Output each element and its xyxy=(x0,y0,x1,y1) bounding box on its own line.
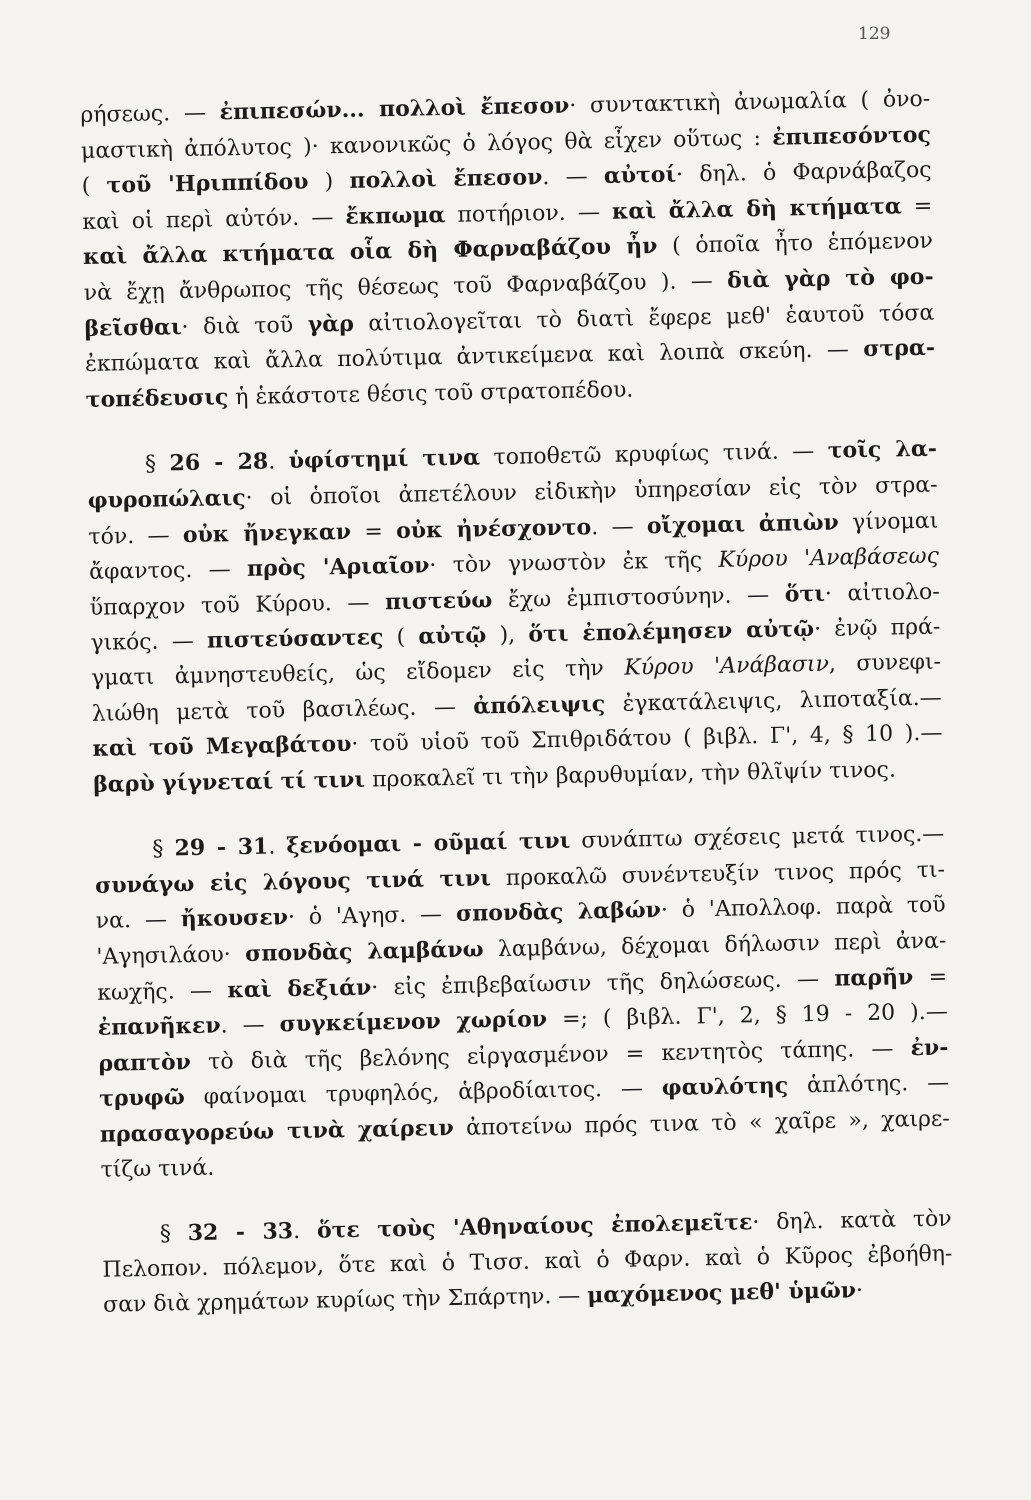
text-line: πρασαγορεύω τινὰ χαίρειν ἀποτείνω πρός τινα τὸ « χαῖρε », χαιρε- xyxy=(99,1106,950,1148)
text-line: μαστικὴ ἀπόλυτος )· κανονικῶς ὁ λόγος θὰ εἶχεν οὕτως : ἐπιπεσόντος xyxy=(80,121,932,164)
text-line: βεῖσθαι· διὰ τοῦ γὰρ αἰτιολογεῖται τὸ διατὶ ἔφερε μεθ' ἑαυτοῦ τόσα xyxy=(84,300,935,342)
text-line: τοπέδευσις ἡ ἑκάστοτε θέσις τοῦ στρατοπέδου. xyxy=(85,377,634,413)
text-line: τόν. — οὐκ ἤνεγκαν = οὐκ ἠνέσχοντο. — οἴχομαι ἀπιὼν γίνομαι xyxy=(88,508,939,550)
text-line: § 32 - 33. ὅτε τοὺς 'Αθηναίους ἐπολεμεῖτε· δηλ. κατὰ τὸν xyxy=(159,1206,952,1247)
paragraph-3 xyxy=(94,817,951,1188)
text-line: λιώθη μετὰ τοῦ βασιλέως. — ἀπόλειψις ἐγκατάλειψις, λιποταξία.— xyxy=(91,685,942,727)
text-line: σαν διὰ χρημάτων κυρίως τὴν Σπάρτην. — μαχόμενος μεθ' ὑμῶν· xyxy=(102,1277,864,1319)
text-line: συνάγω εἰς λόγους τινά τινι προκαλῶ συνέντευξίν τινος πρός τι- xyxy=(94,857,946,899)
paragraph-1 xyxy=(80,82,936,419)
text-line: ἐπανῆκεν. — συγκείμενον χωρίον =; ( βιβλ. Γ', 2, § 19 - 20 ).— xyxy=(97,999,948,1042)
paragraph-2 xyxy=(87,432,944,803)
text-line: ρήσεως. — ἐπιπεσών... πολλοὶ ἔπεσον· συντακτικὴ ἀνωμαλία ( ὀνο- xyxy=(80,86,931,128)
text-line: γματι ἀμνηστευθείς, ὡς εἴδομεν εἰς τὴν Κύρου 'Ανάβασιν, συνεφι- xyxy=(90,649,942,691)
text-line: νὰ ἔχῃ ἄνθρωπος τῆς θέσεως τοῦ Φαρναβάζου ). — διὰ γὰρ τὸ φο- xyxy=(83,263,934,306)
text-line: να. — ἤκουσεν· ὁ 'Αγησ. — σπονδὰς λαβών· ὁ 'Απολλοφ. παρὰ τοῦ xyxy=(95,893,946,935)
page-number: 129 xyxy=(858,24,891,44)
text-line: φυροπώλαις· οἱ ὁποῖοι ἀπετέλουν εἰδικὴν ὑπηρεσίαν εἰς τὸν στρα- xyxy=(87,472,938,514)
text-line: 'Αγησιλάου· σπονδὰς λαμβάνω λαμβάνω, δέχομαι δήλωσιν περὶ ἀνα- xyxy=(96,928,947,970)
text-line: καὶ ἄλλα κτήματα οἷα δὴ Φαρναβάζου ἦν ( ὁποῖα ἦτο ἑπόμενον xyxy=(82,229,934,271)
text-line: ( τοῦ 'Ηριππίδου ) πολλοὶ ἔπεσον. — αὐτοί· δηλ. ὁ Φαρνάβαζος xyxy=(81,157,932,200)
text-line: ραπτὸν τὸ διὰ τῆς βελόνης εἰργασμένον = κεντητὸς τάπης. — ἐν- xyxy=(98,1034,949,1077)
text-line: ἐκπώματα καὶ ἄλλα πολύτιμα ἀντικείμενα καὶ λοιπὰ σκεύη. — στρα- xyxy=(84,334,936,378)
paragraph-4 xyxy=(102,1202,954,1324)
text-line: βαρὺ γίγνεταί τί τινι προκαλεῖ τι τὴν βαρυθυμίαν, τὴν θλῖψίν τινος. xyxy=(92,757,897,798)
text-line: § 29 - 31. ξενόομαι - οῦμαί τινι συνάπτω σχέσεις μετά τινος.— xyxy=(152,821,945,863)
text-line: καὶ τοῦ Μεγαβάτου· τοῦ υἱοῦ τοῦ Σπιθριδάτου ( βιβλ. Γ', 4, § 10 ).— xyxy=(92,720,943,762)
commentary-text xyxy=(80,82,953,1324)
text-line: κωχῆς. — καὶ δεξιάν· εἰς ἐπιβεβαίωσιν τῆς δηλώσεως. — παρῆν = xyxy=(96,963,948,1006)
text-line: τίζω τινά. xyxy=(100,1155,215,1183)
text-line: Πελοπον. πόλεμον, ὅτε καὶ ὁ Τισσ. καὶ ὁ Φαρν. καὶ ὁ Κῦρος ἐβοήθη- xyxy=(102,1241,953,1283)
text-line: καὶ οἱ περὶ αὐτόν. — ἔκπωμα ποτήριον. — καὶ ἄλλα δὴ κτήματα = xyxy=(82,193,933,235)
text-line: ἄφαντος. — πρὸς 'Αριαῖον· τὸν γνωστὸν ἐκ τῆς Κύρου 'Αναβάσεως xyxy=(88,543,940,586)
text-line: γικός. — πιστεύσαντες ( αὐτῷ ), ὅτι ἐπολέμησεν αὐτῷ· ἐνῷ πρά- xyxy=(90,614,941,657)
text-line: § 26 - 28. ὑφίστημί τινα τοποθετῶ κρυφίως τινά. — τοῖς λα- xyxy=(144,435,938,478)
text-line: τρυφῶ φαίνομαι τρυφηλός, ἁβροδίαιτος. — φαυλότης ἁπλότης. — xyxy=(98,1070,950,1113)
text-line: ὕπαρχον τοῦ Κύρου. — πιστεύω ἔχω ἐμπιστοσύνην. — ὅτι· αἰτιολο- xyxy=(89,579,940,621)
